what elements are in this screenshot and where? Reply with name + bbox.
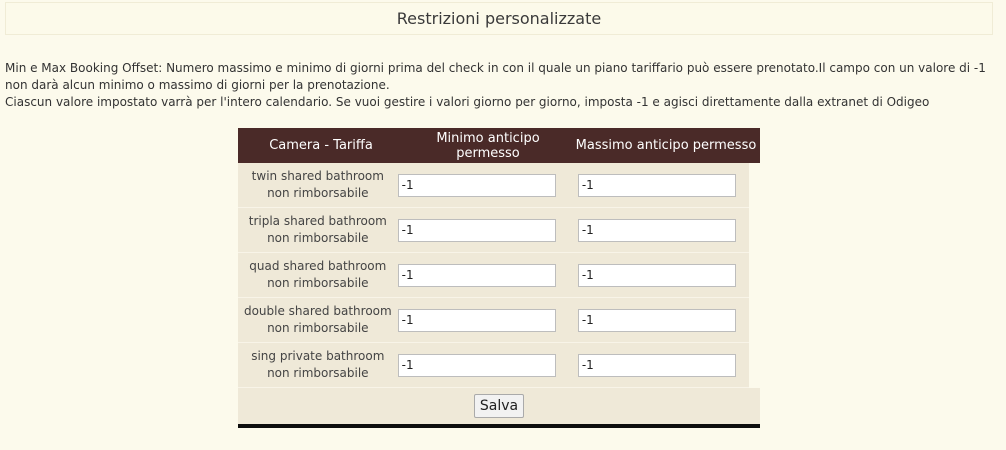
table-row (238, 208, 749, 253)
room-rate-name (238, 348, 398, 382)
table-row (238, 253, 749, 298)
table-row (238, 298, 749, 343)
table-row (238, 163, 749, 208)
min-offset-input[interactable] (398, 174, 556, 197)
table-footer (238, 388, 760, 428)
room-rate-name (238, 258, 398, 292)
table-row (238, 343, 749, 388)
max-offset-input[interactable] (578, 264, 736, 287)
room-name: quad shared bathroom (249, 259, 387, 273)
max-offset-input[interactable] (578, 174, 736, 197)
rate-name: non rimborsabile (267, 186, 369, 200)
room-rate-name (238, 303, 398, 337)
rate-name: non rimborsabile (267, 321, 369, 335)
room-rate-name (238, 213, 398, 247)
header-min-offset: Minimo anticipo permesso (436, 130, 540, 161)
save-button[interactable]: Salva (474, 394, 524, 418)
min-offset-input[interactable] (398, 264, 556, 287)
table-body (238, 163, 749, 388)
page-title: Restrizioni personalizzate (5, 2, 993, 35)
min-offset-input[interactable] (398, 219, 556, 242)
max-offset-input[interactable] (578, 219, 736, 242)
header-room-rate: Camera - Tariffa (269, 138, 373, 153)
description (5, 60, 1000, 111)
description-line-2: Ciascun valore impostato varrà per l'intero calendario. Se vuoi gestire i valori giorno per giorno, imposta -1 e agisci direttamente dalla extranet di Odigeo (5, 95, 930, 109)
room-rate-name (238, 168, 398, 202)
table-header (238, 128, 760, 163)
min-offset-input[interactable] (398, 354, 556, 377)
description-line-1: Min e Max Booking Offset: Numero massimo e minimo di giorni prima del check in con il quale un piano tariffario può essere prenotato.Il campo con un valore di -1 non darà alcun minimo o massimo di giorni per la prenotazione. (5, 61, 986, 92)
max-offset-input[interactable] (578, 354, 736, 377)
rate-name: non rimborsabile (267, 276, 369, 290)
min-offset-input[interactable] (398, 309, 556, 332)
header-max-offset: Massimo anticipo permesso (575, 138, 757, 153)
rate-name: non rimborsabile (267, 366, 369, 380)
room-name: sing private bathroom (251, 349, 385, 363)
room-name: double shared bathroom (243, 304, 392, 318)
restrictions-table (238, 128, 760, 428)
max-offset-input[interactable] (578, 309, 736, 332)
rate-name: non rimborsabile (267, 231, 369, 245)
room-name: tripla shared bathroom (248, 214, 387, 228)
room-name: twin shared bathroom (251, 169, 384, 183)
